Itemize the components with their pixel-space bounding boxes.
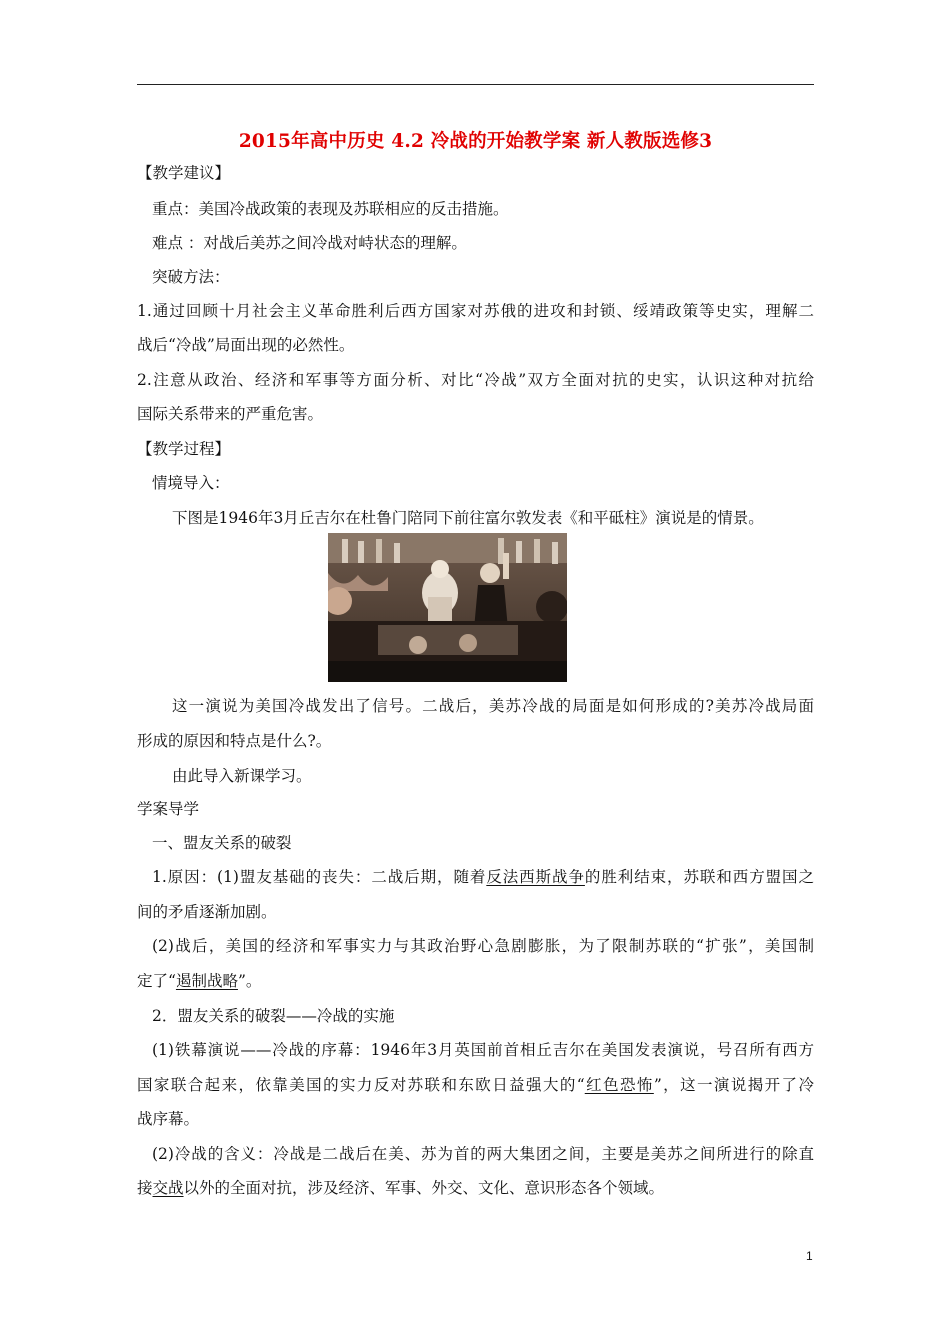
section-teaching-advice: 【教学建议】 bbox=[137, 164, 231, 182]
cause-2-line-2 bbox=[137, 971, 261, 991]
iron-curtain-line-1: (1)铁幕演说——冷战的序幕：1946年3月英国前首相丘吉尔在美国发表演说，号召所有西方 bbox=[152, 1041, 814, 1059]
lead-in: 由此导入新课学习。 bbox=[172, 767, 312, 785]
cause-1-suffix: 的胜利结束，苏联和西方盟国之 bbox=[584, 868, 814, 886]
iron-curtain-suffix: ”，这一演说揭开了冷 bbox=[653, 1076, 814, 1094]
iron-curtain-line-3: 战序幕。 bbox=[137, 1110, 200, 1128]
cause-1-line-2: 间的矛盾逐渐加剧。 bbox=[137, 903, 277, 921]
iron-curtain-line-2 bbox=[137, 1075, 814, 1095]
cold-war-meaning-prefix: 接 bbox=[137, 1179, 153, 1197]
cold-war-meaning-suffix: 以外的全面对抗，涉及经济、军事、外交、文化、意识形态各个领域。 bbox=[183, 1179, 665, 1197]
cause-2-prefix: 定了“ bbox=[137, 972, 176, 990]
method-1-line-1: 1.通过回顾十月社会主义革命胜利后西方国家对苏俄的进攻和封锁、绥靖政策等史实，理解二 bbox=[137, 302, 814, 320]
method-2-line-1: 2.注意从政治、经济和军事等方面分析、对比“冷战”双方全面对抗的史实，认识这种对抗给 bbox=[137, 371, 814, 389]
cause-1-line-1 bbox=[152, 867, 814, 887]
churchill-truman-photo bbox=[328, 533, 567, 682]
cold-war-meaning-line-2 bbox=[137, 1178, 664, 1198]
iron-curtain-prefix: 国家联合起来，依靠美国的实力反对苏联和东欧日益强大的“ bbox=[137, 1076, 585, 1094]
speech-line-1: 这一演说为美国冷战发出了信号。二战后，美苏冷战的局面是如何形成的?美苏冷战局面 bbox=[172, 697, 814, 715]
method-2-line-2: 国际关系带来的严重危害。 bbox=[137, 405, 324, 423]
situation-intro: 情境导入： bbox=[152, 474, 230, 492]
cold-war-meaning-blank-answer: 交战 bbox=[152, 1179, 184, 1197]
speech-line-2: 形成的原因和特点是什么?。 bbox=[137, 732, 332, 750]
part-2-heading: 2．盟友关系的破裂——冷战的实施 bbox=[152, 1007, 395, 1025]
header-rule bbox=[137, 84, 814, 85]
cause-2-blank-answer: 遏制战略 bbox=[175, 972, 238, 990]
page-number: 1 bbox=[806, 1249, 813, 1263]
guide-heading: 学案导学 bbox=[137, 800, 200, 818]
photo-caption: 下图是1946年3月丘吉尔在杜鲁门陪同下前往富尔敦发表《和平砥柱》演说是的情景。 bbox=[172, 509, 764, 527]
iron-curtain-blank-answer: 红色恐怖 bbox=[584, 1076, 654, 1094]
part-1-heading: 一、盟友关系的破裂 bbox=[152, 834, 292, 852]
difficulty: 难点 ：对战后美苏之间冷战对峙状态的理解。 bbox=[152, 234, 467, 252]
cause-2-suffix: ”。 bbox=[237, 972, 262, 990]
section-teaching-process: 【教学过程】 bbox=[137, 440, 231, 458]
cause-2-line-1: (2)战后，美国的经济和军事实力与其政治野心急剧膨胀，为了限制苏联的“扩张”，美国制 bbox=[152, 937, 814, 955]
breakthrough-label: 突破方法： bbox=[152, 268, 230, 286]
document-title: 2015年高中历史 4.2 冷战的开始教学案 新人教版选修3 bbox=[238, 131, 713, 152]
cold-war-meaning-line-1: (2)冷战的含义：冷战是二战后在美、苏为首的两大集团之间，主要是美苏之间所进行的除直 bbox=[152, 1145, 814, 1163]
method-1-line-2: 战后“冷战”局面出现的必然性。 bbox=[137, 336, 355, 354]
cause-1-blank-answer: 反法西斯战争 bbox=[486, 868, 585, 886]
cause-1-prefix: 1.原因：(1)盟友基础的丧失：二战后期，随着 bbox=[152, 868, 487, 886]
key-point: 重点：美国冷战政策的表现及苏联相应的反击措施。 bbox=[152, 200, 509, 218]
